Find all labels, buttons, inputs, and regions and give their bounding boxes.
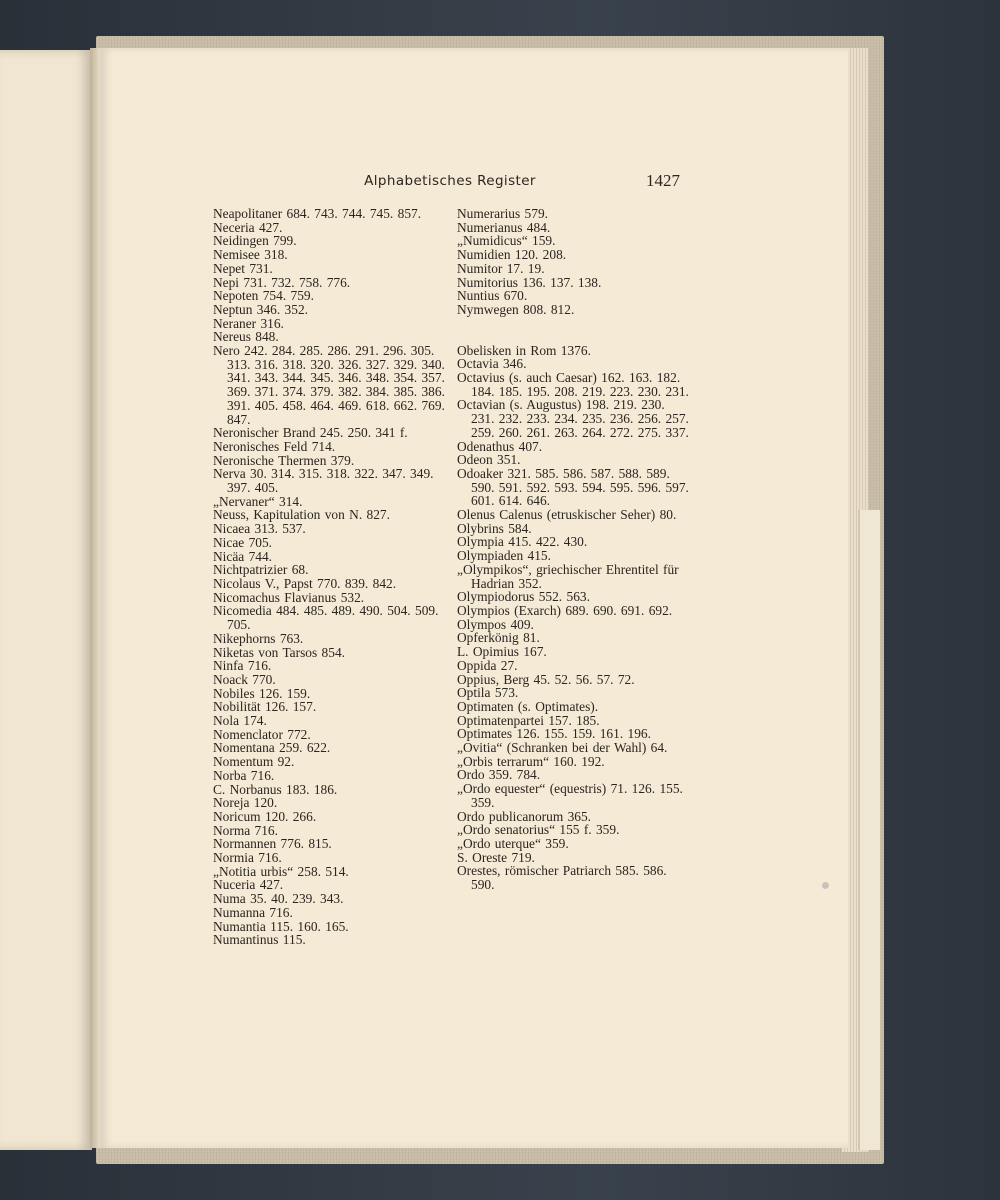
index-entry: Neuss, Kapitulation von N. 827. xyxy=(213,507,390,523)
index-entry: Nomentum 92. xyxy=(213,754,295,770)
index-entry: Neraner 316. xyxy=(213,315,284,331)
thumb-index-tab xyxy=(858,510,880,1150)
index-entry: S. Oreste 719. xyxy=(457,849,535,865)
index-entry: Nuceria 427. xyxy=(213,877,284,893)
index-entry: „Orbis terrarum“ 160. 192. xyxy=(457,753,605,769)
index-entry: Norma 716. xyxy=(213,822,278,838)
index-entry: Nobiles 126. 159. xyxy=(213,685,311,701)
scan-dust-spot xyxy=(822,882,829,889)
index-entry: Neptun 346. 352. xyxy=(213,301,308,317)
index-entry: Nicomachus Flavianus 532. xyxy=(213,589,365,605)
index-entry: Ninfa 716. xyxy=(213,658,272,674)
index-entry: Optimaten (s. Optimates). xyxy=(457,698,599,714)
index-entry: Numidien 120. 208. xyxy=(457,247,567,263)
index-entry: Noack 770. xyxy=(213,671,276,687)
index-entry: Nicae 705. xyxy=(213,534,273,550)
index-entry: Numerarius 579. xyxy=(457,206,548,221)
index-entry: „Ordo equester“ (equestris) 71. 126. 155. 359. xyxy=(457,781,683,810)
page-number: 1427 xyxy=(646,171,680,190)
index-entry: Oppius, Berg 45. 52. 56. 57. 72. xyxy=(457,671,635,687)
index-entry: Optila 573. xyxy=(457,685,519,701)
index-entry: Neronische Thermen 379. xyxy=(213,452,355,468)
index-entry: Odeon 351. xyxy=(457,452,521,468)
running-title: Alphabetisches Register xyxy=(364,173,536,189)
index-entry: Olenus Calenus (etruskischer Seher) 80. xyxy=(457,507,677,523)
index-entry: „Ordo uterque“ 359. xyxy=(457,835,569,851)
index-entry: Nicomedia 484. 485. 489. 490. 504. 509. 705. xyxy=(213,603,439,633)
index-entry: L. Opimius 167. xyxy=(457,644,547,660)
index-entry: Olympos 409. xyxy=(457,616,534,632)
index-entry: Optimatenpartei 157. 185. xyxy=(457,712,600,728)
index-entry: Norba 716. xyxy=(213,767,275,783)
book-gutter xyxy=(90,48,100,1148)
index-entry: Nola 174. xyxy=(213,713,267,729)
index-entry: Nomenclator 772. xyxy=(213,726,311,742)
index-entry: Nepi 731. 732. 758. 776. xyxy=(213,274,351,290)
index-entry: Nemisee 318. xyxy=(213,247,288,263)
index-entry: Odenathus 407. xyxy=(457,438,543,454)
index-entry: Obelisken in Rom 1376. xyxy=(457,342,591,358)
index-entry: „Nervaner“ 314. xyxy=(213,493,303,509)
index-entry: Octavius (s. auch Caesar) 162. 163. 182. 184. 185. 195. 208. 219. 223. 230. 231. xyxy=(457,370,689,399)
index-entry: Nuntius 670. xyxy=(457,288,528,304)
index-entry: Numanna 716. xyxy=(213,904,293,920)
index-entry: Ordo 359. 784. xyxy=(457,767,541,783)
index-entry: Numa 35. 40. 239. 343. xyxy=(213,891,344,907)
index-entry: Neidingen 799. xyxy=(213,233,297,249)
index-entry: Numantia 115. 160. 165. xyxy=(213,918,349,934)
index-entry: Noreja 120. xyxy=(213,795,278,811)
index-entry: Octavian (s. Augustus) 198. 219. 230. 231. 232. 233. 234. 235. 236. 256. 257. 259. 260. 261. 263. 264. 272. 275. 337. xyxy=(457,397,689,440)
index-column-left xyxy=(213,207,445,947)
index-entry: Nero 242. 284. 285. 286. 291. 296. 305. 313. 316. 318. 320. 326. 327. 329. 340. 341. 343. 344. 345. 346. 348. 354. 357. 369. 371. 374. 379. 382. 384. 385. 386. 391. 405. 458. 464. 469. 618. 662. 769. 847. xyxy=(213,343,445,427)
index-entry: Orestes, römischer Patriarch 585. 586. 590. xyxy=(457,863,667,893)
index-entry: Octavia 346. xyxy=(457,356,527,372)
index-entry: Normannen 776. 815. xyxy=(213,836,332,852)
index-entry: Nerva 30. 314. 315. 318. 322. 347. 349. 397. 405. xyxy=(213,466,434,496)
index-entry: Numantinus 115. xyxy=(213,932,306,948)
letter-section-gap xyxy=(457,317,689,344)
index-entry: Numitorius 136. 137. 138. xyxy=(457,274,602,290)
index-entry: Ordo publicanorum 365. xyxy=(457,808,592,824)
index-entry: Nobilität 126. 157. xyxy=(213,699,317,715)
index-entry: „Numidicus“ 159. xyxy=(457,233,556,249)
index-entry: „Ovitia“ (Schranken bei der Wahl) 64. xyxy=(457,740,668,756)
index-entry: Nicolaus V., Papst 770. 839. 842. xyxy=(213,575,397,591)
index-entry: Nepet 731. xyxy=(213,260,273,276)
index-entry: Olympios (Exarch) 689. 690. 691. 692. xyxy=(457,602,673,618)
index-entry: Opferkönig 81. xyxy=(457,630,540,646)
index-entry: Odoaker 321. 585. 586. 587. 588. 589. 590. 591. 592. 593. 594. 595. 596. 597. 601. 614. 646. xyxy=(457,465,689,509)
index-entry: Nomentana 259. 622. xyxy=(213,740,331,756)
index-entry: Olympiodorus 552. 563. xyxy=(457,589,590,605)
index-entry: Noricum 120. 266. xyxy=(213,808,317,824)
index-entry: Numitor 17. 19. xyxy=(457,260,545,276)
index-entry: Olympia 415. 422. 430. xyxy=(457,534,588,550)
index-entry: Neapolitaner 684. 743. 744. 745. 857. xyxy=(213,206,422,221)
index-entry: Nicaea 313. 537. xyxy=(213,521,306,537)
index-entry: Olybrins 584. xyxy=(457,520,532,536)
index-entry: C. Norbanus 183. 186. xyxy=(213,781,338,797)
index-entry: Neronischer Brand 245. 250. 341 f. xyxy=(213,425,408,441)
index-entry: Niketas von Tarsos 854. xyxy=(213,644,345,660)
index-entry: Nymwegen 808. 812. xyxy=(457,301,575,317)
index-entry: Normia 716. xyxy=(213,850,282,866)
index-entry: Nichtpatrizier 68. xyxy=(213,562,309,578)
index-entry: Nepoten 754. 759. xyxy=(213,288,314,304)
index-entry: Nicäa 744. xyxy=(213,548,273,564)
index-entry: „Olympikos“, griechischer Ehrentitel für Hadrian 352. xyxy=(457,561,679,591)
index-column-right xyxy=(457,207,689,892)
index-entry: Neronisches Feld 714. xyxy=(213,438,336,454)
index-entry: Olympiaden 415. xyxy=(457,548,551,564)
left-facing-page xyxy=(0,50,92,1150)
index-entry: Nikephorns 763. xyxy=(213,630,304,646)
index-entry: Nereus 848. xyxy=(213,329,279,345)
index-entry: Numerianus 484. xyxy=(457,219,551,235)
index-entry: „Ordo senatorius“ 155 f. 359. xyxy=(457,822,620,838)
index-entry: Optimates 126. 155. 159. 161. 196. xyxy=(457,726,651,742)
index-entry: Neceria 427. xyxy=(213,219,283,235)
index-entry: „Notitia urbis“ 258. 514. xyxy=(213,863,349,879)
index-entry: Oppida 27. xyxy=(457,657,518,673)
